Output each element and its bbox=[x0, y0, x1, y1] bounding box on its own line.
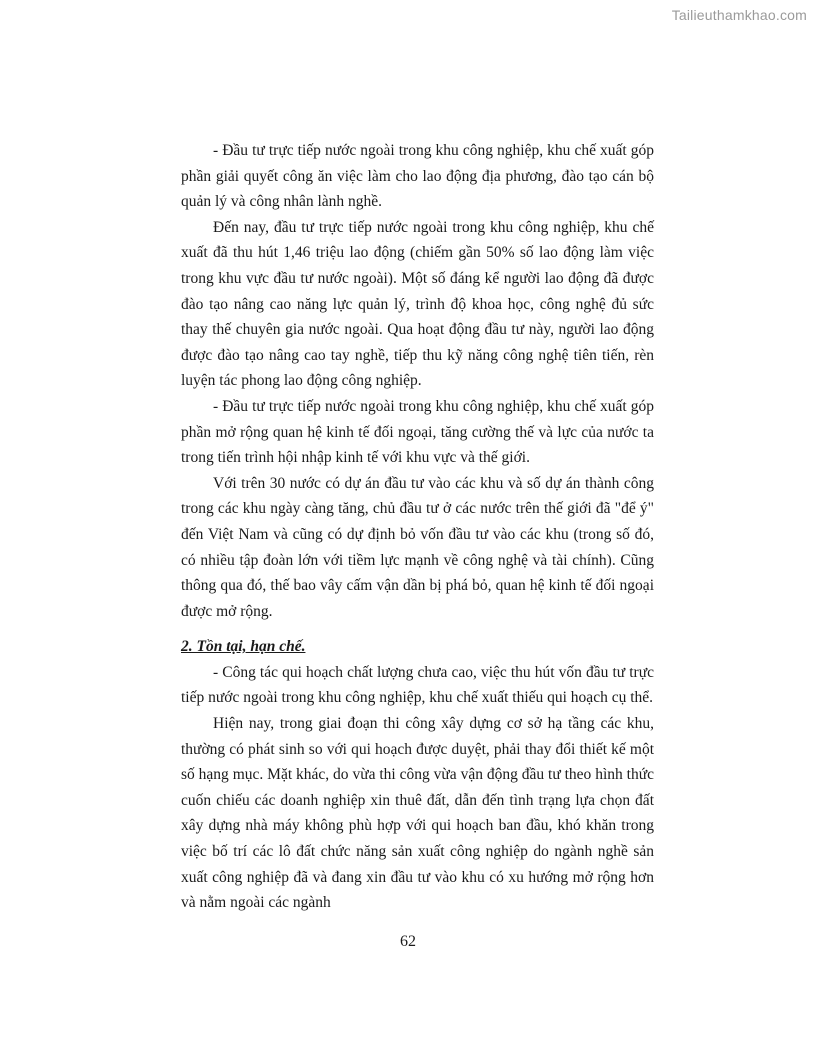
watermark: Tailieuthamkhao.com bbox=[671, 7, 807, 23]
section-heading: 2. Tồn tại, hạn chế. bbox=[181, 638, 306, 656]
document-body bbox=[181, 138, 654, 916]
paragraph: Đến nay, đầu tư trực tiếp nước ngoài trong khu công nghiệp, khu chế xuất đã thu hút 1,46 triệu lao động (chiếm gần 50% số lao động làm việc trong khu vực đầu tư nước ngoài). Một số đáng kể người lao động đã được đào tạo nâng cao năng lực quản lý, trình độ khoa học, công nghệ đủ sức thay thế chuyên gia nước ngoài. Qua hoạt động đầu tư này, người lao động được đào tạo nâng cao tay nghề, tiếp thu kỹ năng công nghệ tiên tiến, rèn luyện tác phong lao động công nghiệp. bbox=[181, 218, 654, 390]
page-number: 62 bbox=[400, 933, 416, 950]
paragraph: Hiện nay, trong giai đoạn thi công xây dựng cơ sở hạ tầng các khu, thường có phát sinh so với qui hoạch được duyệt, phải thay đổi thiết kế một số hạng mục. Mặt khác, do vừa thi công vừa vận động đầu tư theo hình thức cuốn chiếu các doanh nghiệp xin thuê đất, dẫn đến tình trạng lựa chọn đất xây dựng nhà máy không phù hợp với qui hoạch ban đầu, khó khăn trong việc bố trí các lô đất chức năng sản xuất công nghiệp do ngành nghề sản xuất công nghiệp đã và đang xin đầu tư vào khu có xu hướng mở rộng hơn và nằm ngoài các ngành bbox=[181, 715, 654, 912]
paragraph: - Đầu tư trực tiếp nước ngoài trong khu công nghiệp, khu chế xuất góp phần mở rộng quan hệ kinh tế đối ngoại, tăng cường thế và lực của nước ta trong tiến trình hội nhập kinh tế với khu vực và thế giới. bbox=[181, 397, 654, 467]
paragraph: - Đầu tư trực tiếp nước ngoài trong khu công nghiệp, khu chế xuất góp phần giải quyết công ăn việc làm cho lao động địa phương, đào tạo cán bộ quản lý và công nhân lành nghề. bbox=[181, 142, 654, 211]
paragraph: Với trên 30 nước có dự án đầu tư vào các khu và số dự án thành công trong các khu ngày càng tăng, chủ đầu tư ở các nước trên thế giới đã "để ý" đến Việt Nam và cũng có dự định bỏ vốn đầu tư vào các khu (trong số đó, có nhiều tập đoàn lớn với tiềm lực mạnh về công nghệ và tài chính). Cũng thông qua đó, thế bao vây cấm vận dần bị phá bỏ, quan hệ kinh tế đối ngoại được mở rộng. bbox=[181, 474, 654, 620]
paragraph: - Công tác qui hoạch chất lượng chưa cao, việc thu hút vốn đầu tư trực tiếp nước ngoài trong khu công nghiệp, khu chế xuất thiếu qui hoạch cụ thể. bbox=[181, 663, 654, 707]
